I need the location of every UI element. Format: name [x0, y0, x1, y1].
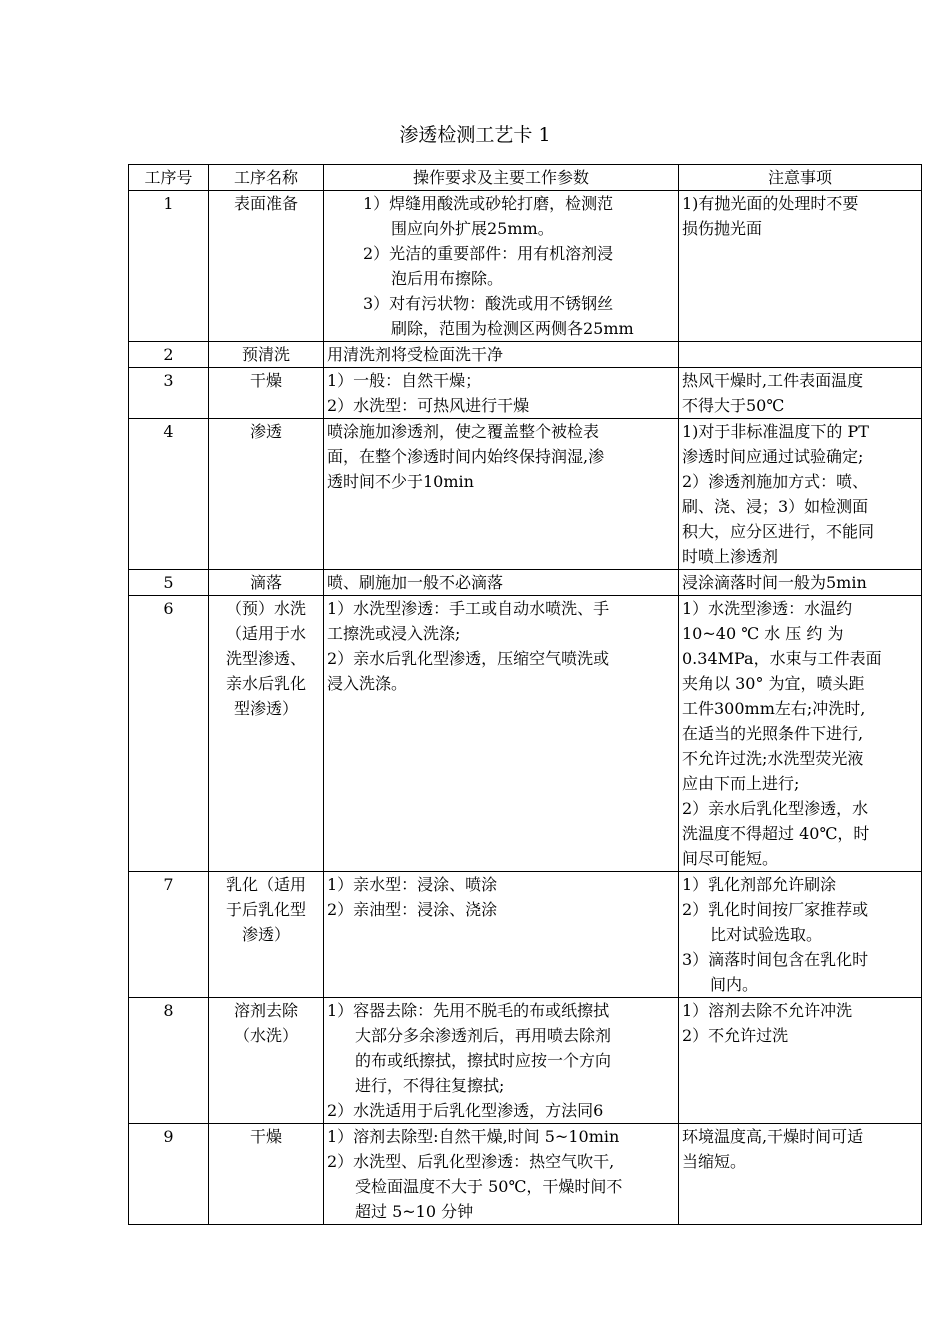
header-notes: 注意事项 — [679, 165, 922, 191]
step-requirements: 1）一般：自然干燥； 2）水洗型：可热风进行干燥 — [324, 368, 679, 419]
step-requirements: 用清洗剂将受检面洗干净 — [324, 342, 679, 368]
step-requirements: 喷涂施加渗透剂，使之覆盖整个被检表 面，在整个渗透时间内始终保持润湿,渗 透时间不少于10min — [324, 419, 679, 570]
table-row — [129, 1124, 922, 1225]
step-name: 干燥 — [209, 1124, 324, 1225]
step-name: 乳化（适用 于后乳化型 渗透） — [209, 872, 324, 998]
step-name: （预）水洗 （适用于水 洗型渗透、 亲水后乳化 型渗透） — [209, 596, 324, 872]
table-row — [129, 596, 922, 872]
step-number: 6 — [129, 596, 209, 872]
step-name: 渗透 — [209, 419, 324, 570]
step-requirements: 喷、刷施加一般不必滴落 — [324, 570, 679, 596]
step-requirements: 1）溶剂去除型:自然干燥,时间 5~10min 2）水洗型、后乳化型渗透：热空气吹干, 受检面温度不大于 50℃，干燥时间不 超过 5~10 分钟 — [324, 1124, 679, 1225]
step-notes: 1)对于非标准温度下的 PT 渗透时间应通过试验确定; 2）渗透剂施加方式：喷、 刷、浇、浸；3）如检测面 积大，应分区进行，不能同 时喷上渗透剂 — [679, 419, 922, 570]
step-notes: 浸涂滴落时间一般为5min — [679, 570, 922, 596]
table-row — [129, 998, 922, 1124]
step-number: 2 — [129, 342, 209, 368]
table-row — [129, 419, 922, 570]
step-requirements: 1）焊缝用酸洗或砂轮打磨，检测范 围应向外扩展25mm。 2）光洁的重要部件：用有机溶剂浸 泡后用布擦除。 3）对有污状物：酸洗或用不锈钢丝 刷除，范围为检测区两侧各25mm — [324, 191, 679, 342]
table-header-row — [129, 165, 922, 191]
step-number: 7 — [129, 872, 209, 998]
step-name: 表面准备 — [209, 191, 324, 342]
step-name: 预清洗 — [209, 342, 324, 368]
step-notes — [679, 342, 922, 368]
step-notes: 环境温度高,干燥时间可适 当缩短。 — [679, 1124, 922, 1225]
step-name: 干燥 — [209, 368, 324, 419]
step-name: 滴落 — [209, 570, 324, 596]
document-title: 渗透检测工艺卡 1 — [399, 124, 551, 146]
step-number: 1 — [129, 191, 209, 342]
step-requirements: 1）水洗型渗透：手工或自动水喷洗、手 工擦洗或浸入洗涤; 2）亲水后乳化型渗透，压缩空气喷洗或 浸入洗涤。 — [324, 596, 679, 872]
table-row — [129, 191, 922, 342]
step-name: 溶剂去除 （水洗） — [209, 998, 324, 1124]
table-row — [129, 570, 922, 596]
step-number: 8 — [129, 998, 209, 1124]
header-requirements: 操作要求及主要工作参数 — [324, 165, 679, 191]
table-row — [129, 368, 922, 419]
step-notes: 1）溶剂去除不允许冲洗 2）不允许过洗 — [679, 998, 922, 1124]
table-row — [129, 342, 922, 368]
header-step-no: 工序号 — [129, 165, 209, 191]
step-number: 4 — [129, 419, 209, 570]
step-notes: 热风干燥时,工件表面温度 不得大于50℃ — [679, 368, 922, 419]
table-row — [129, 872, 922, 998]
step-number: 9 — [129, 1124, 209, 1225]
step-notes: 1）乳化剂部允许刷涂 2）乳化时间按厂家推荐或 比对试验选取。 3）滴落时间包含在乳化时 间内。 — [679, 872, 922, 998]
process-card-table — [128, 164, 922, 1225]
step-requirements: 1）容器去除：先用不脱毛的布或纸擦拭 大部分多余渗透剂后，再用喷去除剂 的布或纸擦拭，擦拭时应按一个方向 进行，不得往复擦拭; 2）水洗适用于后乳化型渗透，方法同6 — [324, 998, 679, 1124]
step-number: 3 — [129, 368, 209, 419]
step-notes: 1)有抛光面的处理时不要 损伤抛光面 — [679, 191, 922, 342]
step-requirements: 1）亲水型：浸涂、喷涂 2）亲油型：浸涂、浇涂 — [324, 872, 679, 998]
step-notes: 1）水洗型渗透：水温约 10~40 ℃ 水 压 约 为 0.34MPa，水束与工件表面 夹角以 30° 为宜，喷头距 工件300mm左右;冲洗时, 在适当的光照条件下进行, 不允许过洗;水洗型荧光液 应由下而上进行; 2）亲水后乳化型渗透，水 洗温度不得超过 40℃，时 间尽可能短。 — [679, 596, 922, 872]
step-number: 5 — [129, 570, 209, 596]
header-step-name: 工序名称 — [209, 165, 324, 191]
